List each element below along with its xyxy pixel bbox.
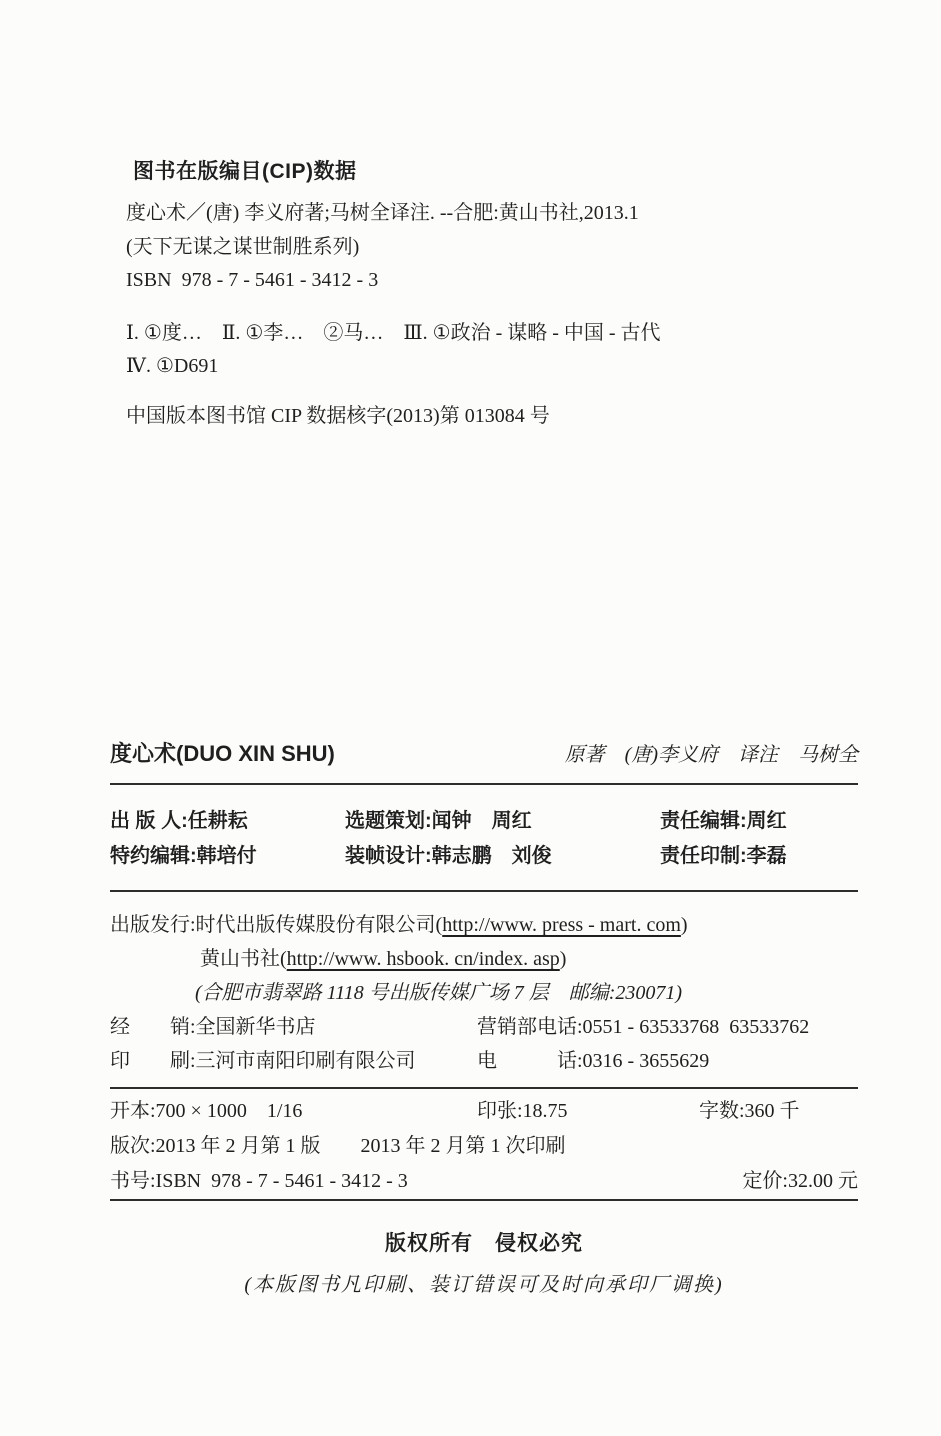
credit-publisher-person: 出 版 人:任耕耘 — [110, 810, 248, 832]
credits-row-2 — [110, 839, 858, 874]
credit-responsible-editor: 责任编辑:周红 — [660, 810, 787, 832]
title-row — [110, 737, 858, 768]
distribution-phone: 营销部电话:0551 - 63533768 63533762 — [477, 1016, 810, 1038]
cip-series-line: (天下无谋之谋世制胜系列) — [126, 235, 360, 258]
publisher-line-suffix: ) — [680, 914, 688, 936]
credit-special-editor: 特约编辑:韩培付 — [110, 845, 257, 867]
edition-line: 版次:2013 年 2 月第 1 版 2013 年 2 月第 1 次印刷 — [110, 1135, 566, 1157]
copyright-notice: 版权所有 侵权必究 — [385, 1232, 583, 1255]
publisher-name: 出版发行:时代出版传媒股份有限公司( — [110, 914, 443, 936]
distribution-label: 经 销:全国新华书店 — [110, 1016, 316, 1038]
divider-2 — [110, 890, 858, 892]
printing-label: 印 刷:三河市南阳印刷有限公司 — [110, 1050, 416, 1072]
format-row-2 — [110, 1129, 858, 1164]
exchange-notice: (本版图书凡印刷、装订错误可及时向承印厂调换) — [244, 1274, 724, 1296]
format-row-3 — [110, 1164, 858, 1199]
printing-phone: 电 话:0316 - 3655629 — [477, 1050, 710, 1072]
cip-record-number-line: 中国版本图书馆 CIP 数据核字(2013)第 013084 号 — [126, 404, 550, 427]
imprint-name: 黄山书社( — [200, 948, 287, 970]
author-byline: 原著 (唐)李义府 译注 马树全 — [564, 744, 858, 766]
format-sheets: 印张:18.75 — [477, 1100, 568, 1122]
colophon-block — [110, 737, 858, 1297]
publisher-section — [110, 908, 858, 1078]
printing-line — [110, 1044, 858, 1078]
format-size: 开本:700 × 1000 1/16 — [110, 1100, 303, 1122]
format-row-1 — [110, 1094, 858, 1129]
distribution-line — [110, 1010, 858, 1044]
cip-classification-line-2: Ⅳ. ①D691 — [126, 355, 219, 377]
imprint-url-link[interactable]: http://www. hsbook. cn/index. asp — [286, 948, 560, 970]
divider-3 — [110, 1087, 858, 1089]
cip-classification-line-1: Ⅰ. ①度… Ⅱ. ①李… ②马… Ⅲ. ①政治 - 谋略 - 中国 - 古代 — [126, 321, 661, 344]
format-word-count: 字数:360 千 — [699, 1100, 800, 1122]
publisher-line — [110, 908, 858, 942]
credits-row-1 — [110, 804, 858, 839]
cip-isbn-line: ISBN 978 - 7 - 5461 - 3412 - 3 — [126, 269, 379, 291]
cip-block — [126, 155, 806, 433]
book-title: 度心术(DUO XIN SHU) — [110, 741, 335, 766]
credit-topic-planning: 选题策划:闻钟 周红 — [345, 810, 532, 832]
spacer — [126, 384, 806, 400]
spacer — [126, 298, 806, 317]
publisher-address-line: (合肥市翡翠路 1118 号出版传媒广场 7 层 邮编:230071) — [195, 982, 683, 1004]
format-section — [110, 1094, 858, 1199]
imprint-line-suffix: ) — [559, 948, 567, 970]
publisher-url-link[interactable]: http://www. press - mart. com — [442, 914, 681, 936]
credits-section — [110, 804, 858, 874]
price: 定价:32.00 元 — [742, 1170, 858, 1192]
credit-binding-design: 装帧设计:韩志鹏 刘俊 — [345, 845, 552, 867]
imprint-line — [110, 942, 858, 976]
cip-heading: 图书在版编目(CIP)数据 — [133, 160, 357, 183]
divider-1 — [110, 783, 858, 785]
credit-print-supervisor: 责任印制:李磊 — [660, 845, 787, 867]
divider-4 — [110, 1199, 858, 1201]
cip-entry-line: 度心术／(唐) 李义府著;马树全译注. --合肥:黄山书社,2013.1 — [126, 202, 639, 224]
book-number-line: 书号:ISBN 978 - 7 - 5461 - 3412 - 3 — [110, 1170, 408, 1192]
